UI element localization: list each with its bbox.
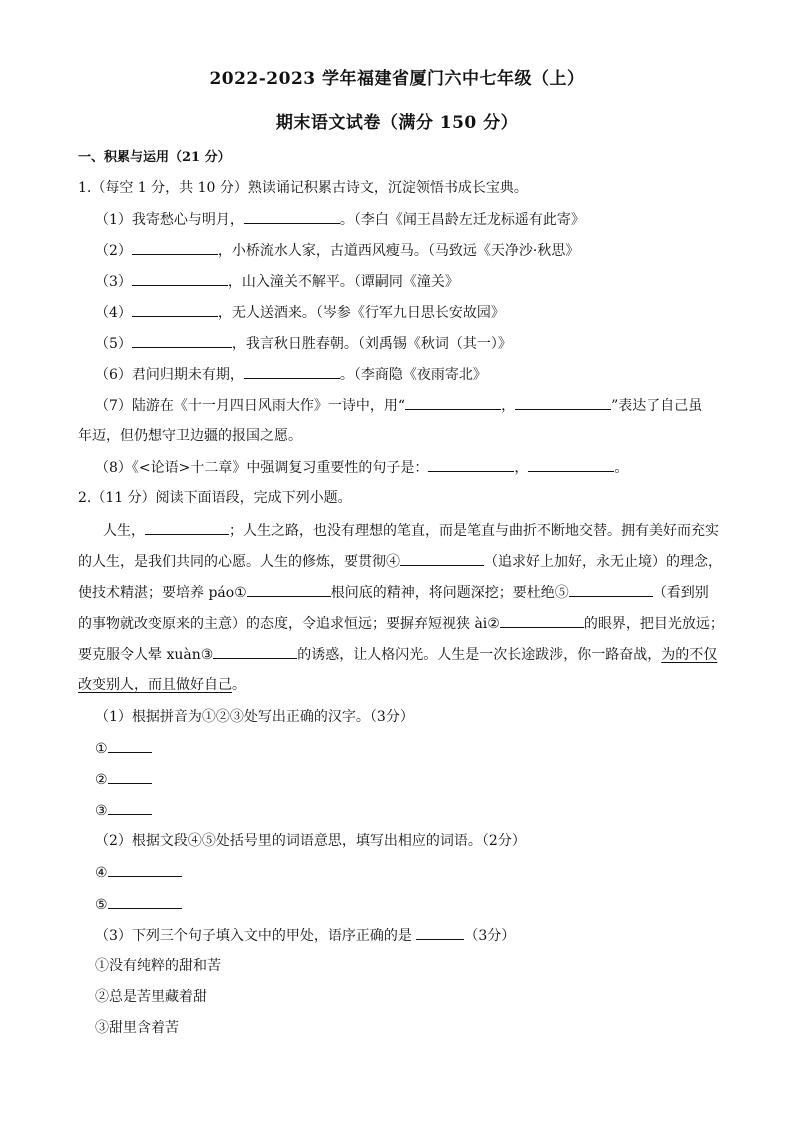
q1-item-5-post: ，我言秋日胜春朝。（刘禹锡《秋词（其一）》	[231, 336, 512, 352]
passage-text: 根问底的精神，将问题深挖；要杜绝⑤	[330, 585, 569, 601]
passage-line-6	[78, 675, 246, 695]
blank-5[interactable]	[569, 582, 653, 597]
q1-item-7-line2: 年迈，但仍想守卫边疆的报国之愿。	[78, 428, 302, 444]
passage-text: 的眼界，把目光放远；	[583, 616, 724, 632]
sub2-answer-5	[95, 894, 182, 915]
q1-item-3	[95, 271, 459, 292]
answer-blank[interactable]	[416, 925, 464, 940]
passage-text: 的诱惑，让人格闪光。人生是一次长途跋涉，你一路奋战，	[297, 647, 662, 663]
q1-item-1-pre: （1）我寄愁心与明月，	[95, 212, 244, 228]
passage-line-3	[78, 582, 709, 603]
answer-blank[interactable]	[132, 271, 228, 286]
answer-blank[interactable]	[528, 457, 614, 472]
sub3-text: （3）下列三个句子填入文中的甲处，语序正确的是	[95, 928, 417, 944]
passage-text: ；人生之路，也没有理想的笔直，而是笔直与曲折不断地交替。拥有美好而充实	[229, 523, 719, 539]
passage-text: 使技术精湛；要培养 páo①	[78, 585, 247, 601]
answer-blank[interactable]	[108, 800, 152, 815]
q1-item-3-pre: （3）	[95, 274, 132, 290]
q1-item-8	[95, 457, 628, 478]
q1-item-4-post: ，无人送酒来。（岑参《行军九日思长安故园》	[217, 305, 505, 321]
passage-line-5	[78, 644, 717, 665]
passage-text: 人生，	[103, 523, 145, 539]
sub2-answer-4	[95, 862, 182, 883]
q1-item-3-post: ，山入潼关不解平。（谭嗣同《潼关》	[227, 274, 459, 290]
q1-item-1	[95, 209, 585, 230]
q1-item-8-b: ，	[514, 460, 529, 476]
q2-sub-2: （2）根据文段④⑤处括号里的词语意思，填写出相应的词语。（2分）	[95, 833, 526, 849]
passage-text: 的人生，是我们共同的心愿。人生的修炼，要贯彻④	[78, 554, 400, 570]
circled-number: ①	[95, 741, 108, 757]
q1-item-4	[95, 302, 505, 323]
q1-item-4-pre: （4）	[95, 305, 132, 321]
section-heading: 一、积累与运用（21 分）	[78, 150, 231, 165]
answer-blank[interactable]	[405, 395, 501, 410]
q1-item-2-pre: （2）	[95, 243, 132, 259]
underlined-sentence: 为的不仅	[661, 647, 718, 663]
circled-number: ②	[95, 772, 108, 788]
q1-item-8-c: 。	[614, 460, 629, 476]
q1-item-7-b: ，	[501, 398, 516, 414]
q1-item-7	[95, 395, 702, 416]
option-2: ②总是苦里藏着甜	[95, 989, 207, 1005]
question-2-stem: 2.（11 分）阅读下面语段，完成下列小题。	[78, 490, 352, 506]
passage-line-4	[78, 613, 724, 634]
q1-item-7-c: ”表达了自己虽	[611, 398, 703, 414]
blank-4[interactable]	[400, 551, 484, 566]
q1-item-6-pre: （6）君问归期未有期，	[95, 367, 244, 383]
passage-text: 。	[232, 677, 246, 693]
answer-blank[interactable]	[108, 738, 152, 753]
passage-text: （看到别	[652, 585, 709, 601]
q1-item-6	[95, 364, 487, 385]
answer-blank[interactable]	[244, 209, 340, 224]
answer-blank[interactable]	[132, 333, 232, 348]
passage-line-1	[103, 520, 719, 541]
answer-blank[interactable]	[428, 457, 514, 472]
option-1: ①没有纯粹的甜和苦	[95, 958, 221, 974]
q1-item-5	[95, 333, 512, 354]
q1-item-8-a: （8）《<论语>十二章》中强调复习重要性的句子是：	[95, 460, 429, 476]
q1-item-5-pre: （5）	[95, 336, 132, 352]
circled-number: ④	[95, 865, 108, 881]
passage-text: 要克服令人晕 xuàn③	[78, 647, 214, 663]
blank-jia[interactable]	[145, 520, 229, 535]
answer-blank[interactable]	[515, 395, 611, 410]
answer-blank[interactable]	[132, 240, 218, 255]
blank-3[interactable]	[213, 644, 297, 659]
answer-blank[interactable]	[132, 302, 218, 317]
passage-text: 的事物就改变原来的主意）的态度，令追求恒远；要摒弃短视狭 ài②	[78, 616, 500, 632]
sub3-score: （3分）	[464, 928, 516, 944]
circled-number: ③	[95, 803, 108, 819]
exam-title-line1: 2022-2023 学年福建省厦门六中七年级（上）	[209, 69, 585, 89]
blank-1[interactable]	[247, 582, 331, 597]
q1-item-7-a: （7）陆游在《十一月四日风雨大作》一诗中，用“	[95, 398, 406, 414]
exam-title-line2: 期末语文试卷（满分 150 分）	[275, 113, 519, 133]
answer-blank[interactable]	[108, 769, 152, 784]
sub1-answer-1	[95, 738, 152, 759]
q2-sub-3	[95, 925, 515, 946]
sub1-answer-2	[95, 769, 152, 790]
sub1-answer-3	[95, 800, 152, 821]
answer-blank[interactable]	[108, 862, 182, 877]
passage-text: （追求好上加好，永无止境）的理念，	[484, 554, 722, 570]
passage-line-2	[78, 551, 722, 572]
q1-item-6-post: 。（李商隐《夜雨寄北》	[339, 367, 487, 383]
answer-blank[interactable]	[244, 364, 340, 379]
answer-blank[interactable]	[108, 894, 182, 909]
q1-item-1-post: 。（李白《闻王昌龄左迁龙标遥有此寄》	[339, 212, 585, 228]
question-1-stem: 1.（每空 1 分，共 10 分）熟读诵记积累古诗文，沉淀领悟书成长宝典。	[78, 180, 528, 196]
q1-item-2	[95, 240, 579, 261]
q1-item-2-post: ，小桥流水人家，古道西风瘦马。（马致远《天净沙·秋思》	[217, 243, 580, 259]
circled-number: ⑤	[95, 897, 108, 913]
option-3: ③甜里含着苦	[95, 1020, 179, 1036]
blank-2[interactable]	[500, 613, 584, 628]
q2-sub-1: （1）根据拼音为①②③处写出正确的汉字。（3分）	[95, 709, 414, 725]
underlined-sentence: 改变别人，而且做好自己	[78, 677, 232, 693]
